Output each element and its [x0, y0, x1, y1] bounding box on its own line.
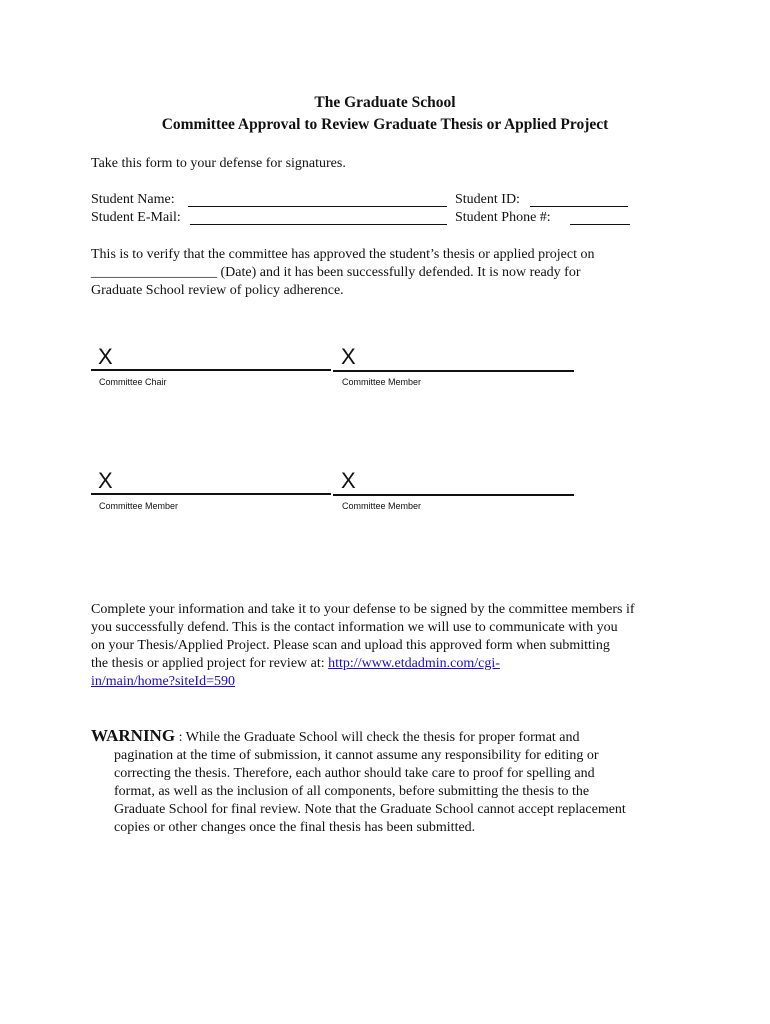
instruction-text: Take this form to your defense for signatures.	[91, 156, 346, 171]
student-name-field[interactable]	[188, 206, 447, 207]
signature-x-mark: X	[341, 344, 356, 369]
complete-paragraph	[91, 601, 635, 691]
signature-x-mark: X	[98, 344, 113, 369]
warning-line-6: copies or other changes once the final thesis has been submitted.	[114, 820, 476, 835]
signature-role-member-1: Committee Member	[342, 377, 422, 387]
complete-line-3: on your Thesis/Applied Project. Please scan and upload this approved form when submitting	[91, 638, 610, 653]
signature-role-member-3: Committee Member	[342, 501, 422, 511]
signature-line-chair[interactable]	[91, 369, 331, 371]
signature-line-member-2[interactable]	[91, 493, 331, 495]
verify-paragraph	[91, 246, 595, 300]
verify-line-2-text: (Date) and it has been successfully defended. It is now ready for	[220, 265, 581, 280]
student-id-field[interactable]	[530, 206, 628, 207]
student-phone-label: Student Phone #:	[455, 210, 551, 225]
form-title: Committee Approval to Review Graduate Thesis or Applied Project	[161, 116, 609, 133]
student-email-label: Student E-Mail:	[91, 210, 181, 225]
warning-label: WARNING	[91, 726, 176, 745]
complete-line-4-text: the thesis or applied project for review at:	[91, 656, 329, 671]
warning-line-4: format, as well as the inclusion of all components, before submitting the thesis to the	[114, 784, 590, 799]
warning-paragraph	[91, 727, 626, 837]
signature-x-mark: X	[341, 468, 356, 493]
student-name-label: Student Name:	[91, 192, 175, 207]
signature-x-mark: X	[98, 468, 113, 493]
complete-line-1: Complete your information and take it to your defense to be signed by the committee members if	[91, 602, 635, 617]
complete-line-2: you successfully defend. This is the contact information we will use to communicate with you	[91, 620, 618, 635]
date-field[interactable]: __________________	[91, 265, 217, 280]
complete-line-4	[91, 655, 635, 673]
verify-line-1: This is to verify that the committee has approved the student’s thesis or applied project on	[91, 247, 595, 262]
student-id-label: Student ID:	[455, 192, 520, 207]
verify-line-3: Graduate School review of policy adherence.	[91, 283, 344, 298]
signature-role-chair: Committee Chair	[99, 377, 167, 387]
warning-line-2: pagination at the time of submission, it cannot assume any responsibility for editing or	[114, 748, 599, 763]
signature-line-member-3[interactable]	[333, 494, 574, 496]
signature-line-member-1[interactable]	[333, 370, 574, 372]
complete-line-5	[91, 673, 635, 691]
warning-line-5: Graduate School for final review. Note that the Graduate School cannot accept replacement	[114, 802, 626, 817]
verify-line-2	[91, 264, 595, 282]
warning-line-1-text: : While the Graduate School will check the thesis for proper format and	[175, 730, 580, 745]
warning-line-1	[91, 727, 626, 747]
etd-link-continued[interactable]: in/main/home?siteId=590	[91, 674, 235, 689]
student-email-field[interactable]	[190, 224, 447, 225]
warning-line-3: correcting the thesis. Therefore, each author should take care to proof for spelling and	[114, 766, 595, 781]
signature-role-member-2: Committee Member	[99, 501, 179, 511]
etd-link[interactable]: http://www.etdadmin.com/cgi-	[328, 656, 500, 671]
school-title: The Graduate School	[314, 94, 456, 111]
student-phone-field[interactable]	[570, 224, 630, 225]
